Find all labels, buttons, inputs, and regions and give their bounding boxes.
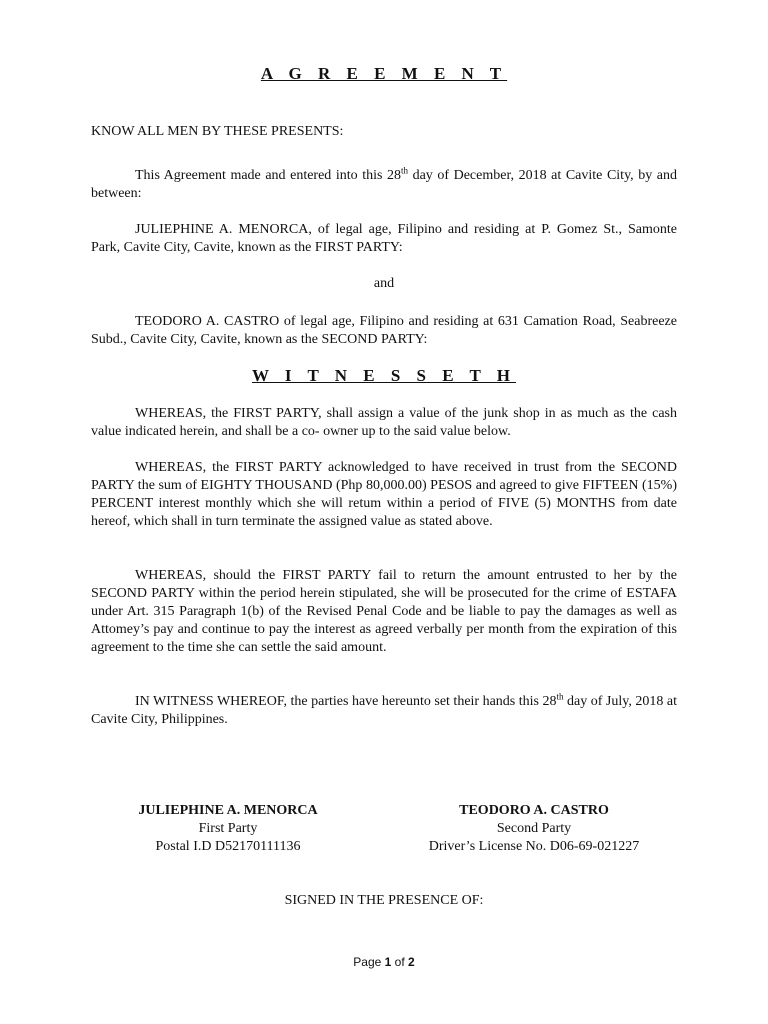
witness-superscript: th xyxy=(556,691,564,702)
second-party-signature-block xyxy=(384,802,684,856)
whereas-paragraph-3: WHEREAS, should the FIRST PARTY fail to return the amount entrusted to her by the SECOND PARTY within the period herein stipulated, she will be prosecuted for the crime of ESTAFA under Art. 315 Paragraph 1(b) of the Revised Penal Code and be liable to pay the damages as well as Attomey’s pay and continue to pay the interest as agreed verbally per month from the expiration of this agreement to the time she can settle the said amount. xyxy=(91,568,677,655)
footer-page-word: Page xyxy=(353,955,385,969)
first-party-name: JULIEPHINE A. MENORCA xyxy=(138,803,318,818)
second-party-role: Second Party xyxy=(496,821,572,836)
second-party-id: Driver’s License No. D06-69-021227 xyxy=(428,839,640,854)
footer-of-word: of xyxy=(391,955,409,969)
whereas-paragraph-1: WHEREAS, the FIRST PARTY, shall assign a value of the junk shop in as much as the cash value indicated herein, and shall be a co- owner up to the said value below. xyxy=(91,406,677,439)
intro-paragraph xyxy=(91,167,677,203)
first-party-id: Postal I.D D52170111136 xyxy=(155,839,301,854)
witnesseth-heading: W I T N E S S E T H xyxy=(251,366,517,385)
witness-text-b: day of July, 2018 at Cavite City, Philippines. xyxy=(91,694,677,727)
second-party-paragraph: TEODORO A. CASTRO of legal age, Filipino and residing at 631 Camation Road, Seabreeze Subd., Cavite City, Cavite, known as the SECOND PARTY: xyxy=(91,314,677,347)
and-separator: and xyxy=(373,276,395,291)
first-party-paragraph: JULIEPHINE A. MENORCA, of legal age, Filipino and residing at P. Gomez St., Samonte Park, Cavite City, Cavite, known as the FIRST PARTY: xyxy=(91,222,677,255)
intro-text-b: day of December, 2018 at Cavite City, by and between: xyxy=(91,168,677,201)
first-party-role: First Party xyxy=(198,821,258,836)
first-party-signature-block xyxy=(78,802,378,856)
second-party-name: TEODORO A. CASTRO xyxy=(459,803,609,818)
footer-page-total: 2 xyxy=(408,955,415,969)
intro-text-a: This Agreement made and entered into this 28 xyxy=(135,168,401,183)
footer-page-number: 1 xyxy=(384,955,392,969)
whereas-paragraph-2: WHEREAS, the FIRST PARTY acknowledged to have received in trust from the SECOND PARTY the sum of EIGHTY THOUSAND (Php 80,000.00) PESOS and agreed to give FIFTEEN (15%) PERCENT interest monthly which she will retum within a period of FIVE (5) MONTHS from date hereof, which shall in turn terminate the assigned value as stated above. xyxy=(91,460,677,529)
know-all-heading: KNOW ALL MEN BY THESE PRESENTS: xyxy=(91,124,344,139)
witness-whereof-paragraph xyxy=(91,693,677,729)
witness-text-a: IN WITNESS WHEREOF, the parties have hereunto set their hands this 28 xyxy=(135,694,557,709)
signed-presence-heading: SIGNED IN THE PRESENCE OF: xyxy=(284,893,484,908)
intro-superscript: th xyxy=(401,165,409,176)
agreement-title: A G R E E M E N T xyxy=(260,64,508,83)
page-footer xyxy=(0,955,768,969)
